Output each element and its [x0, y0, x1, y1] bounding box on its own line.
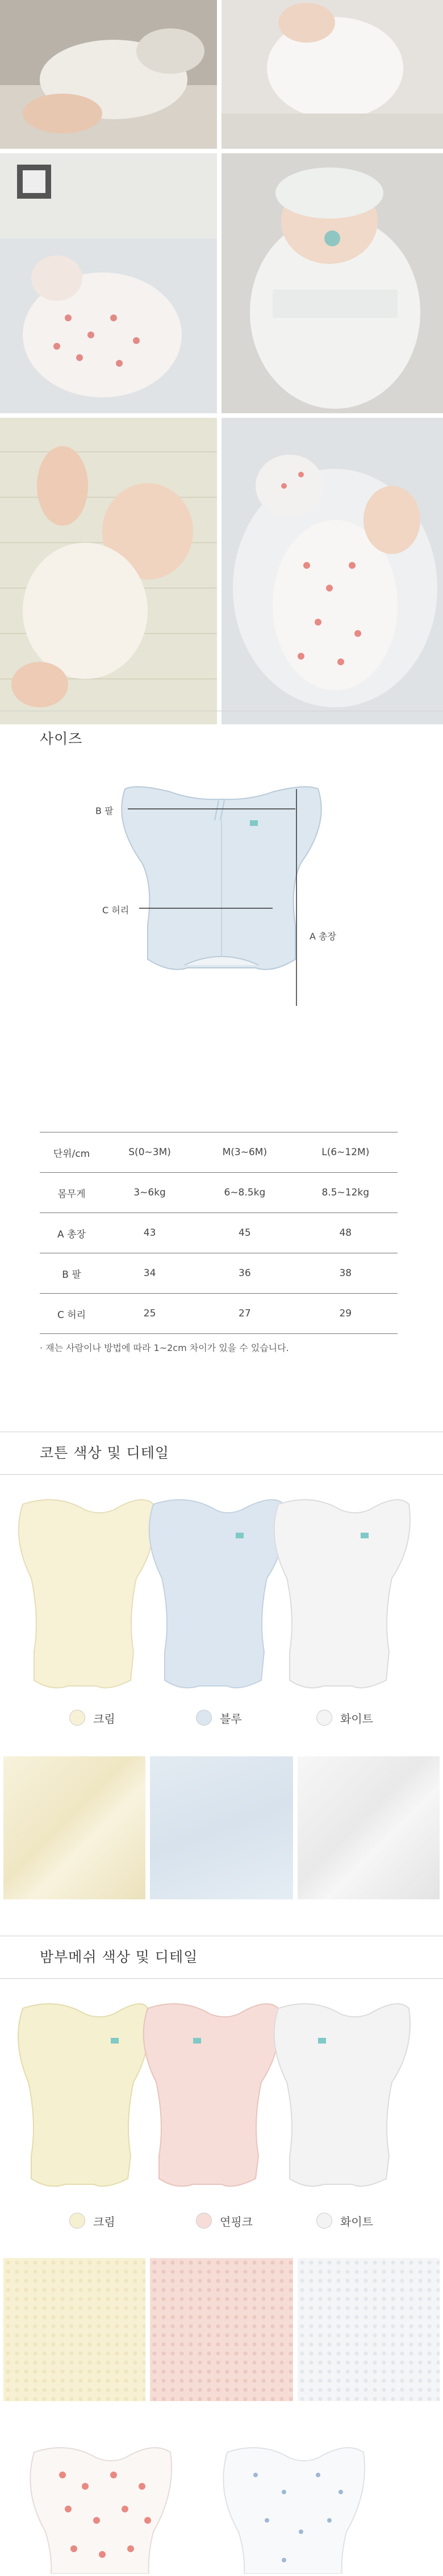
fabric-swatch-blue	[150, 1756, 293, 1899]
mesh-swatch-cream	[3, 2258, 145, 2401]
cotton-bodysuits-image	[0, 1493, 443, 1709]
table-cell: 8.5~12kg	[294, 1173, 398, 1213]
color-name-blue: 블루	[220, 1712, 242, 1726]
color-name-white: 화이트	[340, 1712, 373, 1726]
mesh-swatch-pink	[150, 2258, 293, 2401]
label-b-shoulder: B 팔	[95, 805, 114, 816]
fabric-swatch-white	[298, 1756, 440, 1899]
photo-baby-pattern-pillow	[222, 418, 443, 724]
table-cell: 3~6kg	[103, 1173, 196, 1213]
color-dot-white	[316, 1710, 332, 1726]
table-header-cell: M(3~6M)	[196, 1132, 293, 1173]
color-dot-light-pink	[196, 2213, 212, 2229]
size-diagram	[85, 778, 358, 1016]
table-row	[40, 1173, 398, 1213]
table-header-cell: 단위/cm	[40, 1132, 103, 1173]
table-row	[40, 1213, 398, 1253]
color-dot-white	[316, 2213, 332, 2229]
size-section-title: 사이즈	[40, 731, 83, 747]
label-c-waist: C 허리	[102, 905, 129, 916]
table-row	[40, 1294, 398, 1334]
table-row-label: B 팔	[40, 1253, 103, 1294]
table-cell: 6~8.5kg	[196, 1173, 293, 1213]
table-row	[40, 1253, 398, 1294]
table-cell: 29	[294, 1294, 398, 1334]
patterned-bodysuits-image	[0, 2441, 443, 2574]
color-dot-cream	[69, 1710, 85, 1726]
size-table-header	[40, 1132, 398, 1173]
section-divider	[0, 1474, 443, 1475]
label-a-length: A 총장	[310, 931, 336, 942]
photo-baby-sleeping-floor	[0, 0, 217, 149]
table-cell: 48	[294, 1213, 398, 1253]
table-row-label: C 허리	[40, 1294, 103, 1334]
table-cell: 34	[103, 1253, 196, 1294]
color-dot-cream	[69, 2213, 85, 2229]
table-header-cell: L(6~12M)	[294, 1132, 398, 1173]
table-cell: 43	[103, 1213, 196, 1253]
cotton-section-title: 코튼 색상 및 디테일	[40, 1445, 170, 1461]
photo-baby-pattern-room	[0, 153, 217, 413]
mesh-swatch-white	[298, 2258, 440, 2401]
photo-baby-pacifier-swaddle	[222, 153, 443, 413]
size-note: · 재는 사람이나 방법에 따라 1~2cm 차이가 있을 수 있습니다.	[40, 1342, 289, 1353]
table-header-cell: S(0~3M)	[103, 1132, 196, 1173]
table-cell: 45	[196, 1213, 293, 1253]
color-name-light-pink: 연핑크	[220, 2215, 253, 2229]
color-name-cream: 크림	[93, 1712, 115, 1726]
color-name-cream: 크림	[93, 2215, 115, 2229]
fabric-swatch-cream	[3, 1756, 145, 1899]
table-cell: 25	[103, 1294, 196, 1334]
table-cell: 38	[294, 1253, 398, 1294]
table-row-label: 몸무게	[40, 1173, 103, 1213]
photo-baby-swaddle-white	[222, 0, 443, 149]
table-cell: 36	[196, 1253, 293, 1294]
table-row-label: A 총장	[40, 1213, 103, 1253]
color-dot-blue	[196, 1710, 212, 1726]
size-table	[40, 1132, 398, 1334]
bamboo-section-title: 밤부메쉬 색상 및 디테일	[40, 1949, 198, 1965]
table-cell: 27	[196, 1294, 293, 1334]
bamboo-bodysuits-image	[0, 1997, 443, 2207]
color-name-white: 화이트	[340, 2215, 373, 2229]
photo-baby-smiling-bed	[0, 418, 217, 724]
section-divider	[0, 1978, 443, 1979]
